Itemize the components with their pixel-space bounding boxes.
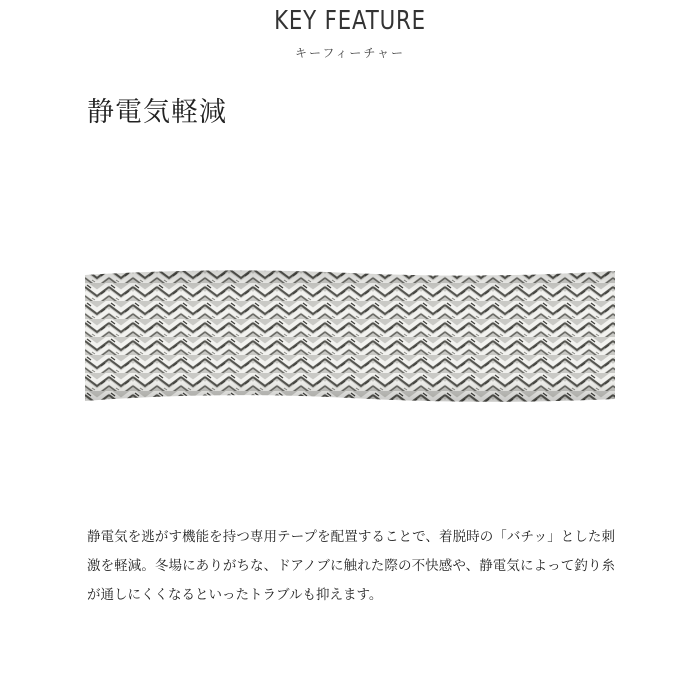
header-title: KEY FEATURE <box>274 6 426 36</box>
section-heading: 静電気軽減 <box>87 97 227 128</box>
header-subtitle: キーフィーチャー <box>294 46 406 60</box>
braided-tape-image <box>85 265 615 405</box>
feature-description: 静電気を逃がす機能を持つ専用テープを配置することで、着脱時の「バチッ」とした刺激を軽減。冬場にありがちな、ドアノブに触れた際の不快感や、静電気によって釣り糸が通しにくくなるといったトラブルも抑えます。 <box>87 529 615 603</box>
